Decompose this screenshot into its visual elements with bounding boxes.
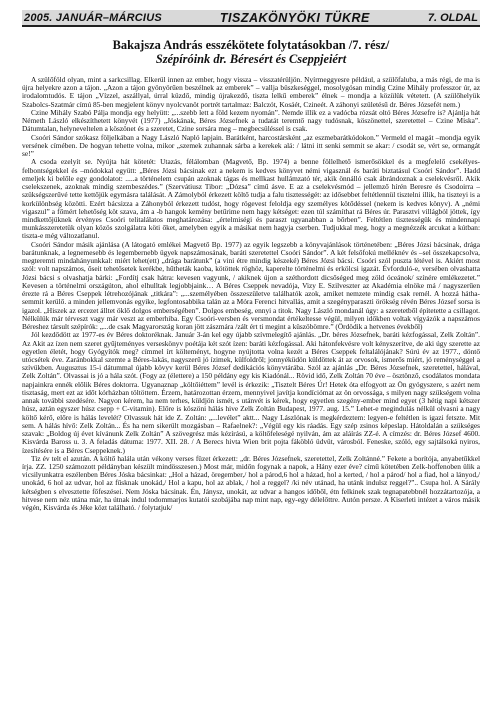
issue-date: 2005. JANUÁR–MÁRCIUS bbox=[24, 11, 162, 24]
paragraph: Jól kezdődött az 1977-es év Béres doktoréknak. Január 3-án kel egy újabb szívmelegítő ajánlás. „Dr. béres Józsefnek, baráti kézfogással, Zelk Zoltán”. Az Akit az ízen nem szeret gyűjteményes verseskönyv poétája két szót ízen: baráti kézfogással. Aki hátonfekvésre volt kényszerítve, de aki úgy szerette az egyetlen életét, hogy Gyógyítók meg? címmel írt költeményt, hogyne nyújtotta volna kezét a Béres Cseppek feltalálójának? Súrú év az 1977., döntő utócsétek éve. Zaránbokkal szemte a Béres-lakás, nagyszerű jó ízimek, külfoldről; jonnyéküdön küldöttek át az orvosok, ismerős miért, jó reménységgel a szívükben. Augusztus 15-i dátummal újabb kövyv kerül Béres József dedikációs könyvtárába. Szól az ajánlás „Dr. Béres Józsefnek, szeretettel, hálával, Zelk Zoltán”. Olvassai is jó a hála szót. (Fogy az (élettere) a 150 példány egy kis Kiadónál... Rövid idő, Zelk Zoltán 70 éve – ösztönző, csodálatos mondata napjainkra ennék előlik Béres doktorra. Ugyanaznap „költőiéttem” levél is érkezik: „Tisztelt Béres Úr! Hetek óta elfogyott az Ön gyógyszere, s azért nem tisztaság, mert ezt az időt kórházban töltöttem. Érzem, határozottan érzem, mennyivel javítja kondíciómat az ön orvossága, s milyen nagy szükségem volna annak további szedésére. Nagyon kérem, ha nem terhes, küldjön ismét, s utánvét is kérek, hogy egyetlen szegény-ember mind egyet (3 hétig napi kétszer húsz, aztán egyszer húsz csepp + C-vitamin). Előre is köszöni hálás hive Zelk Zoltán Budapest, 1977. aug. 15.” Lehet-e megindulás nélkül olvasni a nagy költő kérő, előre is hálás levelét? Olvassuk hát ide Z. Zoltán: „...levélet” aktt... Nagy Lászlónak is megkérdeztem: legyen-e feltétlen is igazi fetszte. Mit sem. A hálás hívő: Zelk Zoltán... És ha nem sikerült mozgásban – Rafaelnek?: „Végül egy kis ráadás. Egy szép zsinos képeslap. Hátoldalán a szükséges szavak: „Boldog új évet kívánunk Zelk Zoltán” A szövegrész más kézírású, a költőfeleségé nyilván, ám az aláírás ZZ-é. A címzés: dr. Béres József 4600. Kisvárda Baross u. 3. A feladás dátuma: 1977. XII. 28. / A Berecs hivta Wien brit pojta fáköbló üdvüt, városból. Feneske, szóló, egy sajtálsoká nyiros, ízesítésére is a Béres Cseppeknek.) bbox=[22, 330, 480, 455]
newspaper-name: TISZAKÖNYÖKI TÜKRE bbox=[219, 10, 370, 25]
paragraph: A szülőföld olyan, mint a sarkcsillag. Elkerül innen az ember, hogy vissza – visszatérüljön. Nyírmeggyesre például, a szülőfaluba, a más régi, de ma is újra helyekre azon a tájon. „Azon a tájon gyönyörűen beszélnek az emberek” – vallja büszkeséggel, mosolygósan mindig Czine Mihály professzor úr, az irodalomtudós. E tájon „Vízzel, aszállyal, úrral küzdő, mindig újrakezdő, tiszta lelkű emberek” élnek – mondja a közülük vétetett. (A szülőhelyük Szabolcs-Szatmár címú 85-ben megjelent könyv nyolcvanöt portrét tartalmaz: Balczót, Kosáét, Czineét. A záhonyi születésű dr. Béres Józsefét nem.) bbox=[22, 76, 480, 109]
paragraph: Tiz év telt el azután. A költő halála után vékony verses füzet érkezett: „dr. Béres Józsefnek, szeretettel, Zelk Zoltánné.” Fekete a borítója, anyabetűkkel írja. ZZ. 1250 számozott példányban készült mindösszesen.) Most már, midőn fogynak a napok, a Hány ezer éve? című kötetében Zelk-hoffenoben ülik a vicsilyunkatra eszélenben Béres Jóska bácsinkat: „Hol a házad, öregember,/ hol a párod,6 hol a házad, hol a kerted, / hol a párod/ hol a fiad, hol a lányod,/ unokád, 6 hol az udvar, hol az fűsknak unokád,/ Hol a kapu, hol az ablak, / hol a reggel? /ki név utánad, ha utánk indulsz reggel?”.. Csupa hol. A Sárály kétségben s elvesztette főfeszései. Nem Jóska bácsinak. Én, Jánysz, unokát, az udvar a hangos időből, étn felkinek szak tegnapatebbnél hozzátartozója, a hitvese nem néz utána már, ha útnak indul todommarjos kutatói szobájába nap mint nap, egy-egy délelőttre. Autón persze. A Kiserleti intézet a város másik végén, Kisvárda és Jéke közt található. / folytatjuk/ bbox=[22, 453, 480, 513]
paragraph: Csoóri Sándor szókasz följelkában a Nagy László Napló lapjain. Barátként, harcostársként „az eszmebarátkódokon.” Vermeld el magát –mondja egyik versének címében. De hogyan tehette volna, mikor „szemek zuhannak sárba a kerekek alá: / látni itt senki semmit se akar: / csodát se, vért se, ormangát se!” bbox=[22, 132, 480, 159]
article-body bbox=[22, 76, 480, 706]
article-title: Bakajsza András esszékötete folytatásokban /7. rész/ bbox=[112, 38, 390, 52]
paragraph: A csoda ezelyít se. Nyújta hát kötetét: Utazás, félálomban (Magvető, Bp. 1974) a benne föllelhető ismerősökkel és a megfelelő csekélyes-felbontségekkel és –módokkal együtt: „Béres Józsi bácsinak ezt a nekem is kedves könyvet némi vigasznál és baráti biztatásul Csoóri Sándor”. Hadd emeljek ki belőle egy gondolatot: .....a történelem csupán azoknak tágas és mellkast hullámzató tér, akik önnálló csak ábrándoznak a cselekvésről. Akik cselekszenek, azoknak mindig szembeszédes.” (Szervátiusz Tibor: „Dózsa” című ásve. E az a cselekvésmód – jellemző hírén Beresre és Csodoirra – szükségszerűvé tette kettőjük egymásra találását. A Zámolyból érkezett költő tudja a falu tisztességét: az idősebbet feltétlennül tisztelni illik, ha tiszteyi is a korkülönbség közötti. Ezért bácsizza a Záhonyból érkezett tudóst, hogy rögevest feloldja egy személyes kötődéssel (nekem is kedves könyv). A „némi vigaszul” a főmért lehetőség köt szava, ám a -b hangok kemény betűrime nem hagy kétséget: ezen túl számíthat rá Béres úr. Parasztvi villágból jöttek, így mindkettőjüknek érvényes Csoóri telitalálatos meghatározása: „értelmiségi és paraszt ugyanabban a bőrben”. Feltétlen tisztességük és mindennapi munkásszeretetük olyan közös szolgálatra köti őket, amelyben egyik a másikat nem hagyja cserben. Tudjukkal meg, hogy a megnézzék arcukat a kútban: tiszta-e még változatlanul. bbox=[22, 157, 480, 241]
article-titles bbox=[22, 38, 480, 66]
paragraph: Czine Mihály Szabó Pálja mondja egy helyütt: „...szebb lett a föld kezem nyomán”. Nemde illik ez a vadócba rózsát oltó Béres Józsefre is? Ajánlja hát Németh László elkészíthetett könyvét (1977) „Jóskának, Béres Józsefnek a tudatát teremtő nagy tudósnak, köszönettel, szeretettel – Czine Miska”. Dátumtalan, helyneveltelen a köszönet és a szeretet, Czine sorsára meg – megbecsüléssel is csak. bbox=[22, 107, 480, 134]
page-number: 7. OLDAL bbox=[427, 11, 478, 24]
article-subtitle: Szépíróink dr. Béresért és Cseppjeiért bbox=[155, 52, 347, 66]
paragraph: Csoóri Sándor másik ajánlása (A látogató emlékei Magvető Bp. 1977) az egyik legszebb a könyvajánlások történetében: „Béres Józsi bácsinak, drága barátunknak, a legnemesebb és legembernebb ügyek napszámosának, baráti szeretettel Csoóri Sándor”. A két felsőfokú melléknév és –sel összekapcsolva, megteremti mindahányunkkal: miért lehet(ett) „drága barátunk” (a vini étre mindig készeké) Béres Józsi bácsi. Csoóri szól puszta létével is. Akiért most szól: volt napszámos, őseit tehetősetek kerékbe, hűtheták kaoba, kötöttek röghöz, kaperelte történelmi és erkölcsi igazát. Évforduló-e, versében olvashatta Józsi bácsi s olvashatja bárki: „Fordítj csak hátra: kevesen vagyunk, / akiknek újon a széthordott dicsőséged meg zöld óceánok/ színére emlékezetet.” Kevesen a történelmi országúton, ahol elhulltak legjobbjaink… A Béres Cseppek nevadója, Vizy E. Szilveszter az Akadémia elnöke má / nagyszerűen érezte rá a Béres Cseppek létrehozójának „titkára”: „...személyében összeszületve találhatók azok, amiket nemzete mindig csak remél. A hozzá hátha- semmit kerülő. a minden jellemvonás egyike, legfontosabbika talán az a Móra Ferenci hitvallás, amit a szegényparaszti örökség révén Béres József sorsa is igazol. „Hiszek az ercezet álltet öklő dolgos emberségében”. Dolgos embeség, ennyi a titok. Nagy László mondanál úgy: a szeretetből építetette a csillagot. Nélkülük már térveszt vagy már veszt az emberhiba. Egy Csoóri-versben és versmondat értékeltesse végül, milyen időkben voltak vígyázók a napszámos Béreshez társult szépírók: „...de csak Magyarország koran jött zászmára /zált ért ti megint a küszöbömre.” (Ördödik a hetvenes évekből) bbox=[22, 239, 480, 332]
page-header bbox=[22, 10, 480, 27]
